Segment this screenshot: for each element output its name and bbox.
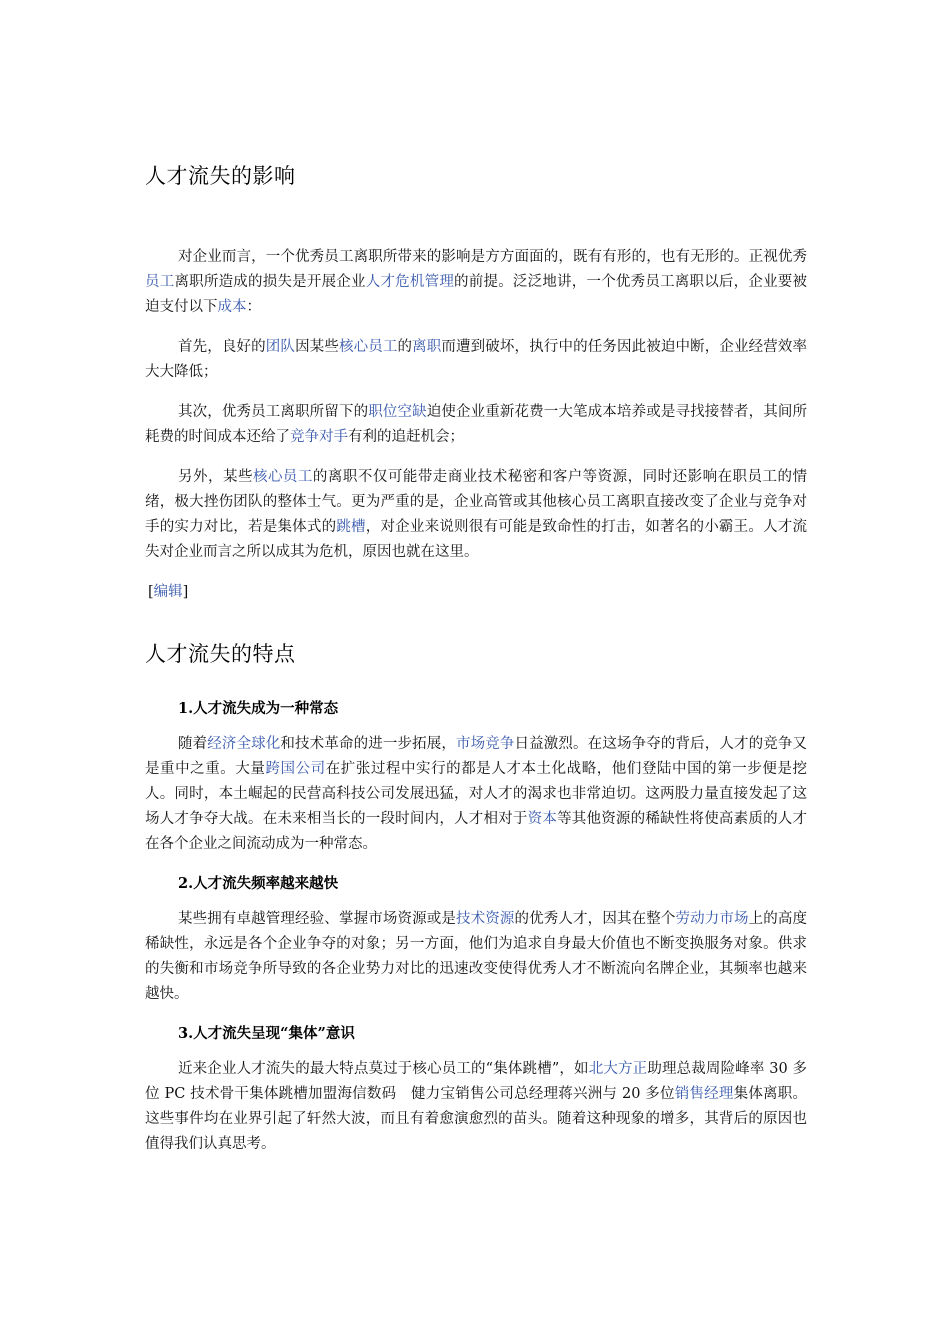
- inline-link[interactable]: 核心员工: [252, 469, 313, 485]
- text-run: 助理总裁周险峰率 30 多位 PC 技术骨干集体跳槽加盟海信数码 健力宝销售公司总经理蒋兴洲与 20 多位: [145, 1061, 808, 1102]
- paragraph: [145, 907, 807, 1007]
- inline-link[interactable]: 员工: [145, 274, 175, 290]
- edit-bracket-open: [: [148, 584, 154, 600]
- text-run: 在扩张过程中实行的都是人才本土化战略，他们登陆中国的第一步便是挖人。同时，本土崛起的民营高科技公司发展迅猛，对人才的渴求也非常迫切。这两股力量直接发起了这场人才争夺大战。在未来相当长的一段时间内，人才相对于: [145, 761, 808, 827]
- paragraph: [145, 465, 807, 565]
- inline-link[interactable]: 技术资源: [456, 911, 515, 927]
- subheading: 1.人才流失成为一种常态: [178, 700, 339, 717]
- edit-link[interactable]: 编辑: [153, 584, 183, 600]
- inline-link[interactable]: 团队: [265, 339, 296, 355]
- inline-link[interactable]: 经济全球化: [207, 736, 281, 752]
- text-run: 的离职不仅可能带走商业技术秘密和客户等资源，同时还影响在职员工的情绪，极大挫伤团队的整体士气。更为严重的是，企业高管或其他核心员工离职直接改变了企业与竞争对手的实力对比，若是集体式的: [145, 469, 808, 535]
- inline-link[interactable]: 北大方正: [588, 1061, 648, 1077]
- inline-link[interactable]: 离职: [412, 339, 442, 355]
- inline-link[interactable]: 资本: [527, 811, 558, 827]
- edit-section-link[interactable]: [145, 580, 807, 605]
- inline-link[interactable]: 销售经理: [674, 1086, 734, 1102]
- text-run: 首先，良好的: [178, 339, 266, 355]
- inline-link[interactable]: 职位空缺: [368, 404, 427, 420]
- paragraph: [145, 732, 807, 857]
- text-run: 的优秀人才，因其在整个: [514, 911, 676, 927]
- subheading: 2.人才流失频率越来越快: [178, 875, 339, 892]
- text-run: 而遭到破坏，执行中的任务因此被迫中断，企业经营效率大大降低；: [145, 339, 808, 380]
- text-run: 的前提。泛泛地讲，一个优秀员工离职以后，企业要被迫支付以下: [145, 274, 808, 315]
- inline-link[interactable]: 跳槽: [336, 519, 366, 535]
- inline-link[interactable]: 竞争对手: [290, 429, 348, 445]
- text-run: 另外，某些: [178, 469, 253, 485]
- text-run: ，对企业来说则很有可能是致命性的打击，如著名的小霸王。人才流失对企业而言之所以成其为危机，原因也就在这里。: [145, 519, 808, 560]
- text-run: 有利的追赶机会；: [348, 429, 464, 445]
- paragraph: [145, 245, 807, 320]
- text-run: 离职所造成的损失是开展企业: [174, 274, 366, 290]
- inline-link[interactable]: 跨国公司: [265, 761, 326, 777]
- text-run: 因某些: [295, 339, 339, 355]
- edit-bracket-close: ]: [182, 584, 189, 600]
- inline-link[interactable]: 市场竞争: [456, 736, 515, 752]
- text-run: 迫使企业重新花费一大笔成本培养或是寻找接替者，其间所耗费的时间成本还给了: [145, 404, 808, 445]
- text-run: ：: [246, 299, 261, 315]
- inline-link[interactable]: 人才危机管理: [365, 274, 455, 290]
- article-body: [145, 160, 807, 1157]
- text-run: 对企业而言，一个优秀员工离职所带来的影响是方方面面的，既有有形的，也有无形的。正视优秀: [178, 249, 807, 265]
- text-run: 日益激烈。在这场争夺的背后，人才的竞争又是重中之重。大量: [145, 736, 808, 777]
- inline-link[interactable]: 成本: [217, 299, 247, 315]
- text-run: 的: [397, 339, 413, 355]
- text-run: 近来企业人才流失的最大特点莫过于核心员工的“集体跳槽”，如: [178, 1061, 589, 1077]
- text-run: 等其他资源的稀缺性将使高素质的人才在各个企业之间流动成为一种常态。: [145, 811, 808, 852]
- inline-link[interactable]: 劳动力市场: [675, 911, 749, 927]
- paragraph: [145, 1057, 807, 1157]
- text-run: 上的高度稀缺性，永远是各个企业争夺的对象；另一方面，他们为追求自身最大价值也不断变换服务对象。供求的失衡和市场竞争所导致的各企业势力对比的迅速改变使得优秀人才不断流向名牌企业，其频率也越来越快。: [145, 911, 808, 1002]
- paragraph: [145, 335, 807, 385]
- text-run: 其次，优秀员工离职所留下的: [178, 404, 369, 420]
- text-run: 集体离职。这些事件均在业界引起了轩然大波，而且有着愈演愈烈的苗头。随着这种现象的增多，其背后的原因也值得我们认真思考。: [145, 1086, 807, 1152]
- subheading: 3.人才流失呈现“集体”意识: [178, 1025, 355, 1042]
- paragraph: [145, 400, 807, 450]
- text-run: 随着: [178, 736, 208, 752]
- section-title-impact: 人才流失的影响: [145, 164, 296, 188]
- text-run: 某些拥有卓越管理经验、掌握市场资源或是: [178, 911, 456, 927]
- section-title-characteristics: 人才流失的特点: [145, 642, 296, 666]
- inline-link[interactable]: 核心员工: [338, 339, 398, 355]
- text-run: 和技术革命的进一步拓展，: [280, 736, 456, 752]
